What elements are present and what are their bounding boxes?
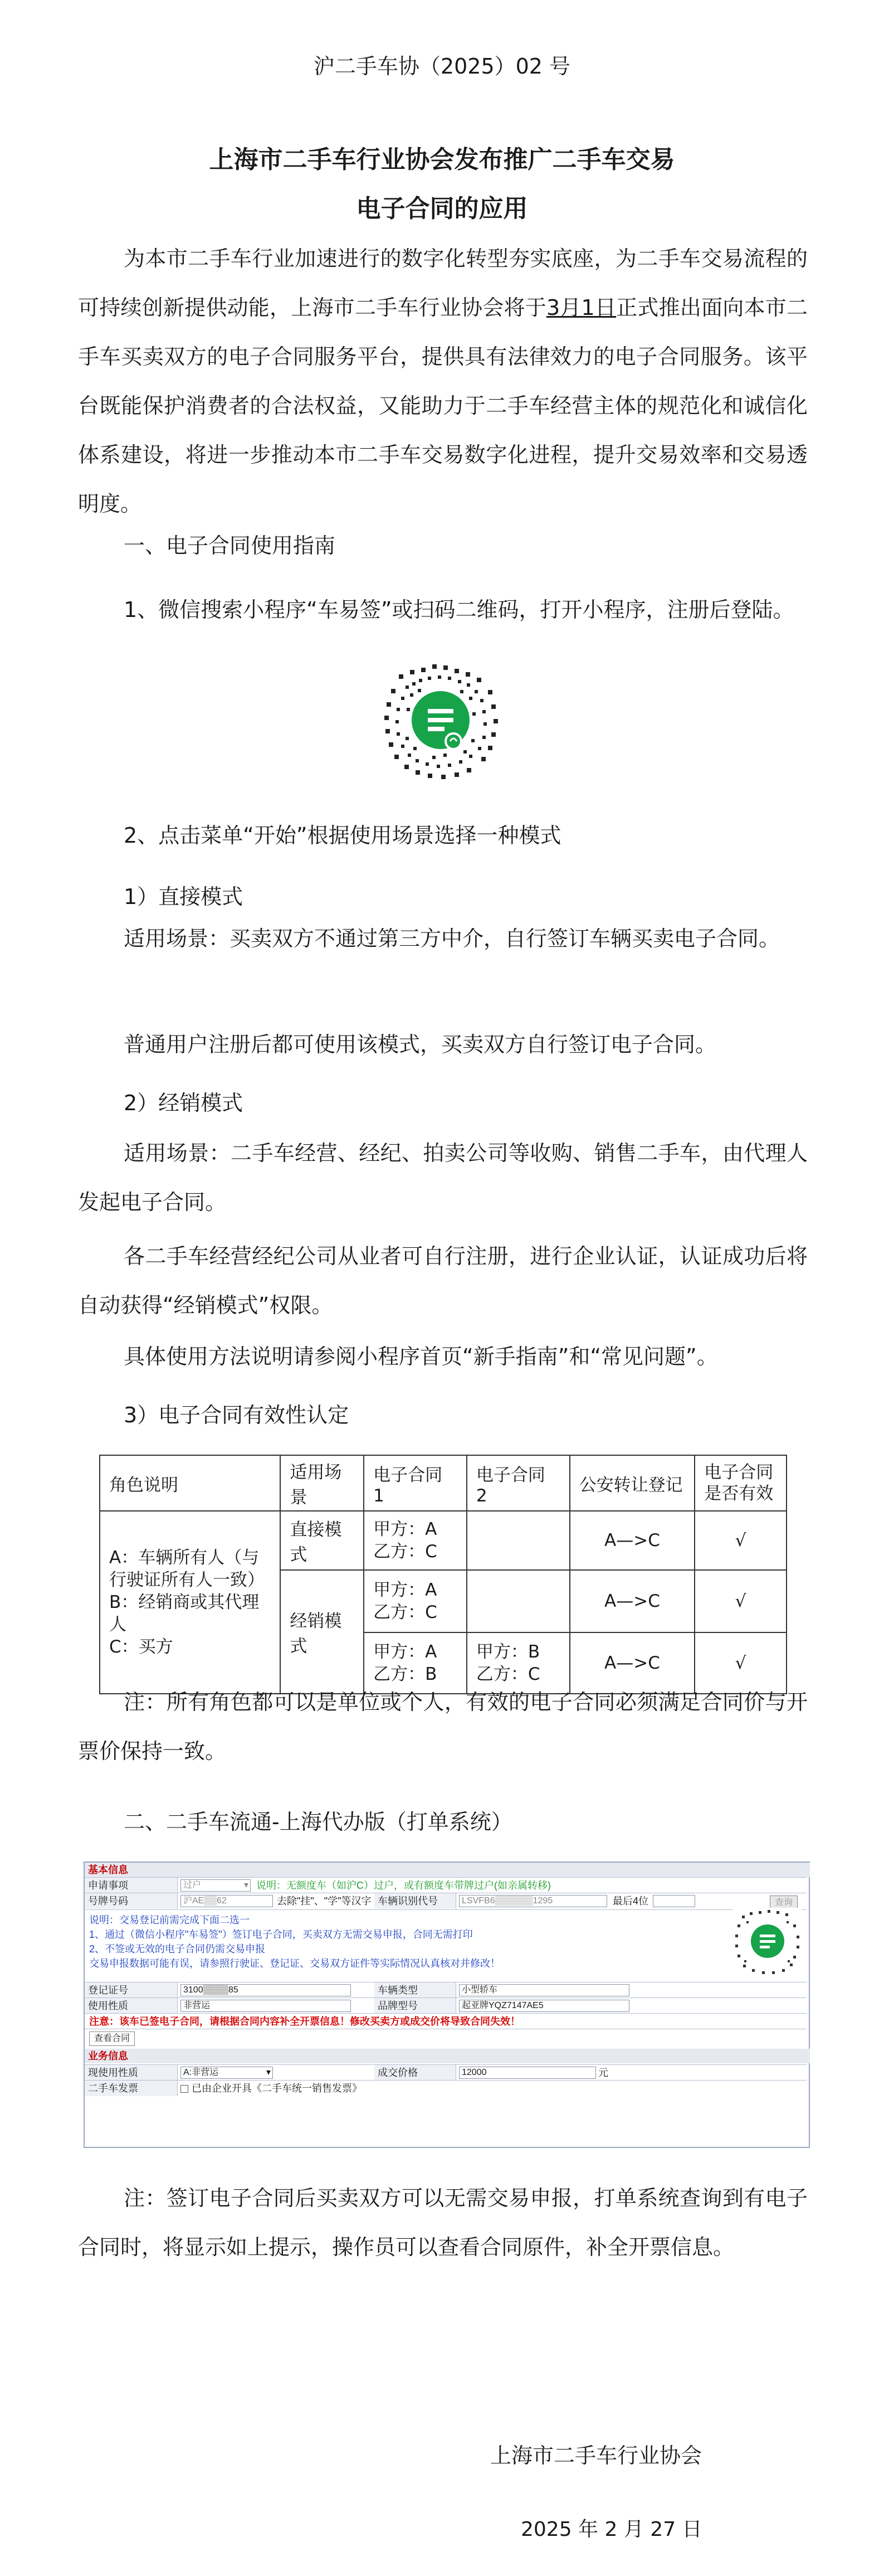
checkbox-icon[interactable] [180,2085,188,2093]
vtype-input[interactable]: 小型轿车 [459,1984,629,1996]
transfer-cell: A—>C [570,1632,695,1694]
plate-label: 号牌号码 [85,1893,178,1909]
table-header: 公安转让登记 [570,1455,695,1511]
transfer-cell: A—>C [570,1511,695,1570]
query-button[interactable]: 查询 [770,1895,798,1910]
plate-row [85,1893,807,1909]
current-use-row [85,2064,807,2081]
party-a: 甲方：A [373,1580,437,1600]
basic-info-header: 基本信息 [85,1863,810,1877]
qr-code-icon [733,1908,802,1977]
mode2-more: 具体使用方法说明请参阅小程序首页“新手指南”和“常见问题”。 [124,1344,718,1369]
notice-line-2: 1、通过（微信小程序"车易签"）签订电子合同，买卖双方无需交易申报，合同无需打印 [89,1929,473,1940]
contract1-cell [364,1570,467,1632]
signature-date: 2025 年 2 月 27 日 [521,2518,702,2541]
party-a: 甲方：A [373,1519,437,1539]
price-input[interactable]: 12000 [459,2067,596,2079]
invoice-row [85,2080,807,2096]
valid-cell: √ [695,1570,787,1632]
section-heading-1: 一、电子合同使用指南 [124,533,336,558]
notice-line-1: 说明：交易登记前需完成下面二选一 [89,1914,250,1926]
table-header: 角色说明 [100,1455,280,1511]
scene-cell: 经销模式 [280,1570,364,1694]
mode3-title: 3）电子合同有效性认定 [124,1403,349,1427]
mode2-desc: 各二手车经营经纪公司从业者可自行注册，进行企业认证，认证成功后将自动获得“经销模式”权限。 [78,1244,808,1318]
intro-text-after: 正式推出面向本市二手车买卖双方的电子合同服务平台，提供具有法律效力的电子合同服务。该平台既能保护消费者的合法权益，又能助力于二手车经营主体的规范化和诚信化体系建设，将进一步推动本市二手车交易数字化进程，提升交易效率和交易透明度。 [78,295,808,516]
apply-select[interactable] [180,1879,251,1892]
table-row [100,1511,787,1570]
price-unit: 元 [598,2067,608,2078]
current-use-select[interactable] [180,2067,273,2079]
page-title-line1: 上海市二手车行业协会发布推广二手车交易 [209,145,675,174]
invoice-option: 已由企业开具《二手车统一销售发票》 [192,2083,362,2094]
apply-row [85,1877,807,1893]
document-number: 沪二手车协（2025）02 号 [313,54,571,79]
invoice-label: 二手车发票 [85,2081,178,2096]
intro-text-before: 为本市二手车行业加速进行的数字化转型夯实底座，为二手车交易流程的可持续创新提供动能，上海市二手车行业协会将于 [78,246,808,320]
use-row [85,1997,807,2014]
business-info-header: 业务信息 [85,2049,810,2063]
reg-row [85,1982,807,1998]
role-a: A：车辆所有人（与行驶证所有人一致） [109,1548,265,1590]
apply-note: 说明：无额度车（如沪C）过户，或有额度车带牌过户(如亲属转移) [256,1880,551,1891]
plate-input[interactable]: 沪AE▒▒62 [180,1895,273,1907]
validity-table [99,1455,787,1694]
wechat-miniprogram-qr-icon [377,658,505,786]
current-use-label: 现使用性质 [85,2065,178,2081]
party-b: 乙方：C [476,1664,540,1684]
mode1-desc: 普通用户注册后都可使用该模式，买卖双方自行签订电子合同。 [124,1032,717,1057]
reg-input[interactable]: 3100▒▒▒▒85 [180,1984,351,1996]
step-2: 2、点击菜单“开始”根据使用场景选择一种模式 [124,823,561,848]
note-2: 注：签订电子合同后买卖双方可以无需交易申报，打单系统查询到有电子合同时，将显示如上提示，操作员可以查看合同原件，补全开票信息。 [78,2186,808,2259]
view-contract-button[interactable]: 查看合同 [89,2031,135,2046]
section-heading-2: 二、二手车流通-上海代办版（打单系统） [124,1810,512,1834]
vin-input[interactable]: LSVFB6▒▒▒▒▒▒1295 [459,1895,607,1907]
contract2-cell [467,1570,570,1632]
use-label: 使用性质 [85,1998,178,2014]
scene-cell: 直接模式 [280,1511,364,1570]
current-use-value: A:非营运 [183,2068,219,2077]
view-contract-row [85,2029,807,2048]
brand-label: 品牌型号 [374,1998,456,2014]
valid-cell: √ [695,1632,787,1694]
contract2-cell [467,1511,570,1570]
mode1-scene: 适用场景：买卖双方不通过第三方中介，自行签订车辆买卖电子合同。 [124,926,780,951]
table-header: 电子合同是否有效 [695,1455,787,1511]
apply-label: 申请事项 [85,1878,178,1893]
mode2-title: 2）经销模式 [124,1091,243,1115]
notice-line-3: 2、不签或无效的电子合同仍需交易申报 [89,1943,266,1955]
step-1: 1、微信搜索小程序“车易签”或扫码二维码，打开小程序，注册后登陆。 [124,597,794,622]
party-a: 甲方：B [476,1642,540,1662]
last4-input[interactable] [653,1895,695,1907]
transfer-cell: A—>C [570,1570,695,1632]
plate-hint: 去除"挂"、"学"等汉字 [277,1895,372,1907]
invoice-checkbox[interactable] [180,2081,362,2096]
vtype-label: 车辆类型 [374,1982,456,1998]
party-b: 乙方：B [373,1664,437,1684]
chevron-down-icon: ▾ [243,1880,248,1890]
table-header: 电子合同 2 [467,1455,570,1511]
vin-label: 车辆识别代号 [374,1893,456,1909]
use-input[interactable]: 非营运 [180,2000,351,2012]
role-c: C：买方 [109,1637,173,1657]
mode1-title: 1）直接模式 [124,884,243,909]
table-header-row [100,1455,787,1511]
mode2-scene: 适用场景：二手车经营、经纪、拍卖公司等收购、销售二手车，由代理人发起电子合同。 [78,1141,808,1214]
intro-paragraph [78,234,808,528]
notice-block [85,1909,807,1982]
contract1-cell [364,1511,467,1570]
brand-input[interactable]: 起亚牌YQZ7147AE5 [459,2000,629,2012]
party-b: 乙方：C [373,1542,437,1562]
signature-org: 上海市二手车行业协会 [490,2443,702,2468]
role-description-cell [100,1511,280,1694]
print-system-form [84,1861,810,2148]
contract-warning: 注意：该车已签电子合同，请根据合同内容补全开票信息！修改买卖方或成交价将导致合同失效！ [89,2016,520,2027]
notice-line-4: 交易申报数据可能有误，请参照行驶证、登记证、交易双方证件等实际情况认真核对并修改！ [89,1958,500,1969]
party-b: 乙方：C [373,1602,437,1622]
role-b: B：经销商或其代理人 [109,1592,260,1635]
note-1: 注：所有角色都可以是单位或个人，有效的电子合同必须满足合同价与开票价保持一致。 [78,1690,808,1763]
last4-label: 最后4位 [613,1895,649,1907]
table-header: 适用场景 [280,1455,364,1511]
apply-value: 过户 [183,1880,202,1890]
table-header: 电子合同 1 [364,1455,467,1511]
intro-date: 3月1日 [546,295,617,320]
reg-label: 登记证号 [85,1982,178,1998]
page-title-line2: 电子合同的应用 [356,195,528,223]
chevron-down-icon: ▾ [266,2068,271,2077]
warning-row [85,2013,807,2029]
party-a: 甲方：A [373,1642,437,1662]
price-label: 成交价格 [374,2065,456,2081]
valid-cell: √ [695,1511,787,1570]
